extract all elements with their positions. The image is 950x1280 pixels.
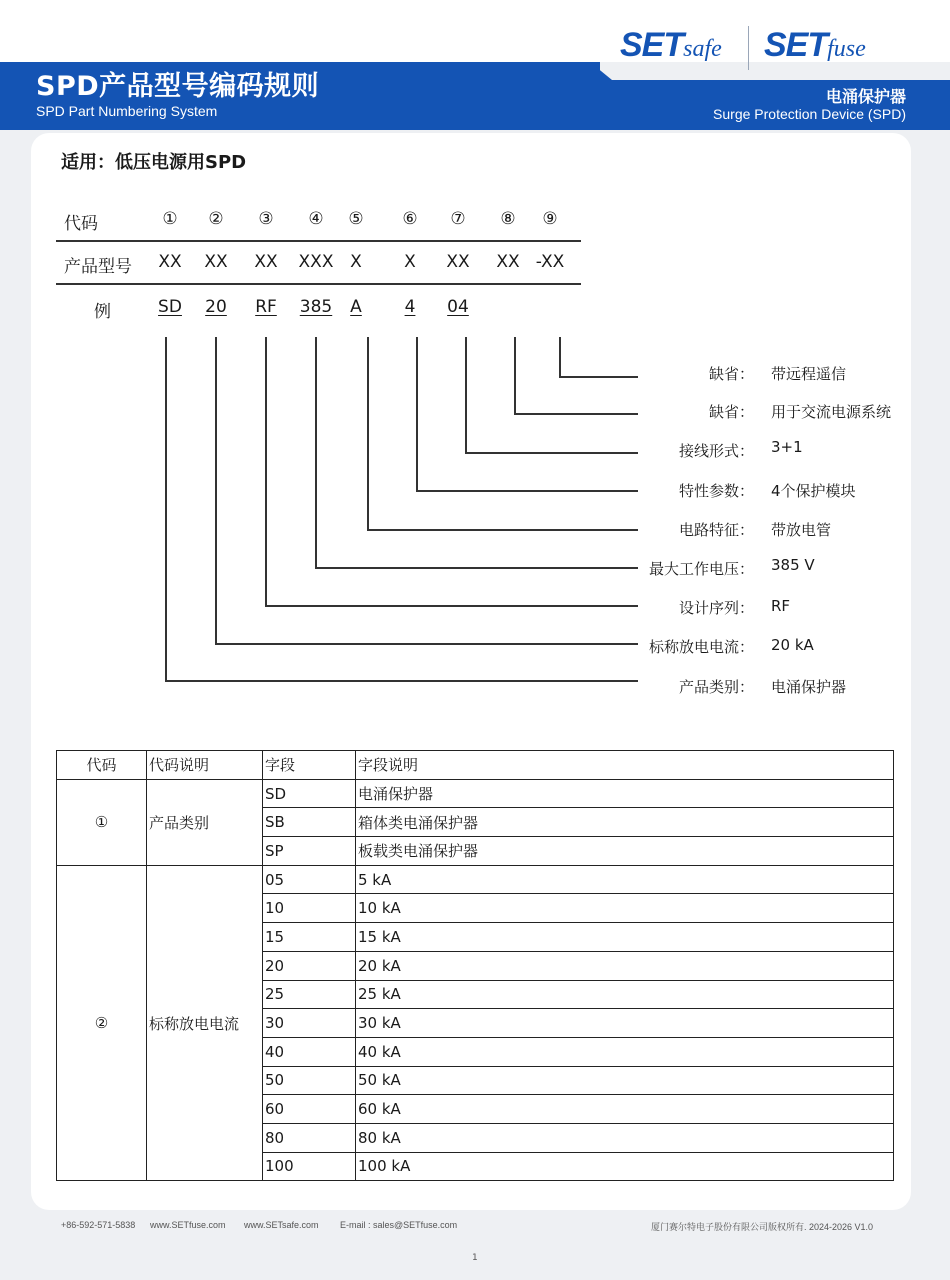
- field-desc-cell: 30 kA: [356, 1009, 894, 1038]
- table-row: [57, 865, 894, 894]
- field-cell: 40: [263, 1037, 356, 1066]
- row-model-label: 产品型号: [64, 257, 132, 277]
- annotation-label: 特性参数：: [678, 482, 754, 500]
- footer-copyright: 厦门赛尔特电子股份有限公司版权所有. 2024-2026 V1.0: [651, 1222, 874, 1232]
- annotation-value: 用于交流电源系统: [771, 403, 892, 421]
- doc-subtitle: SPD Part Numbering System: [36, 103, 218, 119]
- field-desc-cell: 15 kA: [356, 923, 894, 952]
- field-cell: 80: [263, 1123, 356, 1152]
- table-row: [57, 779, 894, 808]
- field-cell: 30: [263, 1009, 356, 1038]
- field-desc-cell: 板载类电涌保护器: [356, 837, 894, 866]
- tree-vertical-line: [265, 337, 267, 605]
- row-code-cell: ①: [162, 209, 178, 229]
- row-code-cell: ⑦: [450, 209, 466, 229]
- tree-horizontal-line: [514, 413, 638, 415]
- setsafe-logo: SETsafe: [620, 26, 722, 64]
- field-desc-cell: 箱体类电涌保护器: [356, 808, 894, 837]
- footer-email[interactable]: E-mail : sales@SETfuse.com: [340, 1220, 458, 1230]
- row-model-cell: XX: [446, 252, 470, 272]
- field-cell: 20: [263, 951, 356, 980]
- annotation-value: 385 V: [771, 556, 815, 574]
- row-model-cell: XX: [254, 252, 278, 272]
- row-code-cell: ④: [308, 209, 324, 229]
- table-header-cell: 字段说明: [356, 751, 894, 780]
- doc-title: SPD产品型号编码规则: [36, 71, 320, 102]
- annotation-label: 缺省：: [708, 403, 754, 421]
- table-header-cell: 字段: [263, 751, 356, 780]
- tree-vertical-line: [559, 337, 561, 376]
- annotation-value: 电涌保护器: [771, 678, 847, 696]
- row-code-cell: ⑧: [500, 209, 516, 229]
- field-cell: 10: [263, 894, 356, 923]
- annotation-label: 缺省：: [708, 365, 754, 383]
- logo-divider: [748, 26, 749, 70]
- page-number: 1: [472, 1253, 478, 1263]
- row-example-cell: A: [350, 297, 362, 317]
- applies-heading: 适用：低压电源用SPD: [61, 152, 247, 173]
- setfuse-logo: SETfuse: [764, 26, 866, 64]
- field-cell: 15: [263, 923, 356, 952]
- annotation-value: 带放电管: [771, 521, 832, 539]
- table-header-cell: 代码说明: [147, 751, 263, 780]
- field-cell: 50: [263, 1066, 356, 1095]
- product-title: 电涌保护器: [825, 87, 906, 106]
- tree-vertical-line: [465, 337, 467, 452]
- field-cell: 60: [263, 1095, 356, 1124]
- spec-table: [56, 750, 894, 1181]
- field-desc-cell: 25 kA: [356, 980, 894, 1009]
- annotation-label: 产品类别：: [678, 678, 754, 696]
- field-cell: SD: [263, 779, 356, 808]
- field-desc-cell: 50 kA: [356, 1066, 894, 1095]
- row-example-cell: 04: [447, 297, 469, 317]
- field-desc-cell: 80 kA: [356, 1123, 894, 1152]
- page-header: [0, 0, 950, 130]
- row-code-cell: ⑤: [348, 209, 364, 229]
- annotation-value: 带远程遥信: [771, 365, 847, 383]
- field-desc-cell: 10 kA: [356, 894, 894, 923]
- product-subtitle: Surge Protection Device (SPD): [713, 106, 906, 122]
- row-example-cell: RF: [255, 297, 277, 317]
- code-desc-cell: 产品类别: [147, 779, 263, 865]
- footer-web-setfuse[interactable]: www.SETfuse.com: [150, 1220, 226, 1230]
- row-model-cell: X: [404, 252, 416, 272]
- code-desc-cell: 标称放电电流: [147, 865, 263, 1181]
- field-desc-cell: 20 kA: [356, 951, 894, 980]
- tree-horizontal-line: [165, 680, 638, 682]
- annotation-value: 3+1: [771, 438, 803, 456]
- field-cell: SP: [263, 837, 356, 866]
- field-cell: SB: [263, 808, 356, 837]
- tree-horizontal-line: [215, 643, 638, 645]
- annotation-label: 最大工作电压：: [648, 560, 754, 578]
- table-header-row: [57, 751, 894, 780]
- row-example-cell: 4: [404, 297, 416, 317]
- tree-vertical-line: [315, 337, 317, 567]
- code-row-divider: [56, 240, 581, 242]
- row-example-cell: 20: [205, 297, 227, 317]
- tree-vertical-line: [215, 337, 217, 643]
- model-row-divider: [56, 283, 581, 285]
- row-example-cell: SD: [158, 297, 182, 317]
- annotation-value: 20 kA: [771, 636, 814, 654]
- row-model-cell: XX: [158, 252, 182, 272]
- field-desc-cell: 电涌保护器: [356, 779, 894, 808]
- code-cell: ②: [57, 865, 147, 1181]
- row-code-cell: ③: [258, 209, 274, 229]
- footer-phone: +86-592-571-5838: [61, 1220, 136, 1230]
- table-header-cell: 代码: [57, 751, 147, 780]
- annotation-value: 4个保护模块: [771, 482, 856, 500]
- field-desc-cell: 40 kA: [356, 1037, 894, 1066]
- row-model-cell: XX: [204, 252, 228, 272]
- annotation-label: 设计序列：: [678, 599, 754, 617]
- row-example-cell: 385: [299, 297, 333, 317]
- code-row: [56, 209, 581, 249]
- tree-vertical-line: [514, 337, 516, 413]
- row-model-cell: X: [350, 252, 362, 272]
- row-model-cell: XX: [496, 252, 520, 272]
- tree-horizontal-line: [315, 567, 638, 569]
- field-cell: 100: [263, 1152, 356, 1181]
- tree-vertical-line: [367, 337, 369, 529]
- row-code-cell: ②: [208, 209, 224, 229]
- row-code-cell: ⑥: [402, 209, 418, 229]
- row-model-cell: -XX: [535, 252, 565, 272]
- tree-horizontal-line: [416, 490, 638, 492]
- code-cell: ①: [57, 779, 147, 865]
- annotation-label: 电路特征：: [678, 521, 754, 539]
- field-desc-cell: 60 kA: [356, 1095, 894, 1124]
- row-code-label: 代码: [64, 214, 98, 234]
- footer-web-setsafe[interactable]: www.SETsafe.com: [244, 1220, 319, 1230]
- tree-horizontal-line: [465, 452, 638, 454]
- row-code-cell: ⑨: [542, 209, 558, 229]
- annotation-label: 标称放电电流：: [648, 638, 754, 656]
- field-desc-cell: 100 kA: [356, 1152, 894, 1181]
- annotation-label: 接线形式：: [678, 442, 754, 460]
- field-cell: 05: [263, 865, 356, 894]
- tree-horizontal-line: [265, 605, 638, 607]
- field-cell: 25: [263, 980, 356, 1009]
- row-model-cell: XXX: [298, 252, 334, 272]
- annotation-value: RF: [771, 597, 791, 615]
- tree-vertical-line: [165, 337, 167, 680]
- tree-horizontal-line: [559, 376, 638, 378]
- tree-horizontal-line: [367, 529, 638, 531]
- example-row: [56, 297, 581, 337]
- model-row: [56, 252, 581, 292]
- field-desc-cell: 5 kA: [356, 865, 894, 894]
- row-example-label: 例: [94, 302, 111, 322]
- tree-vertical-line: [416, 337, 418, 490]
